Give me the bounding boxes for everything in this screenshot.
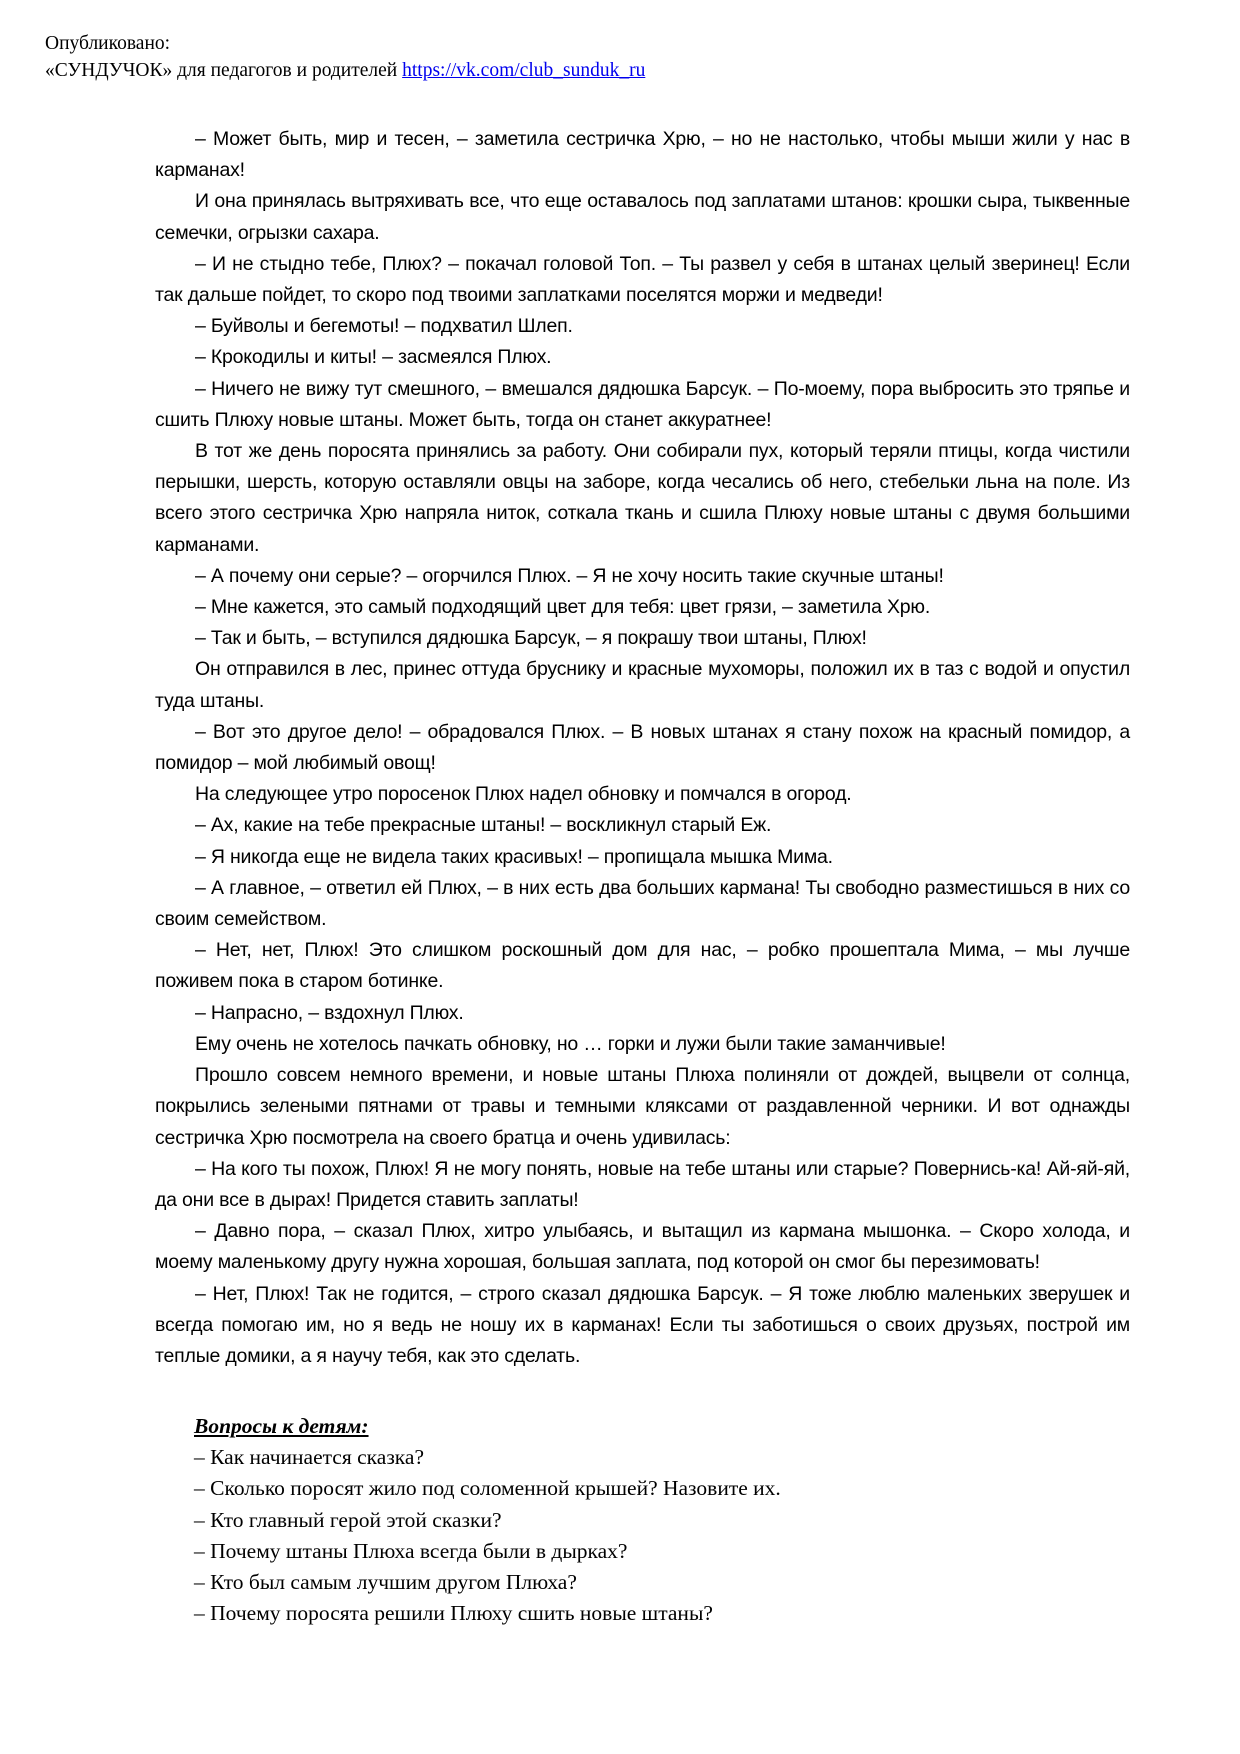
- story-paragraph: – А почему они серые? – огорчился Плюх. – Я не хочу носить такие скучные штаны!: [195, 564, 944, 587]
- published-label: Опубликовано:: [45, 33, 171, 54]
- source-link[interactable]: https://vk.com/club_sunduk_ru: [402, 60, 646, 81]
- questions-section: [194, 1411, 1094, 1629]
- story-paragraph: Прошло совсем немного времени, и новые штаны Плюха полиняли от дождей, выцвели от солнца, покрылись зелеными пятнами от травы и темными кляксами от раздавленной черники. И вот однажды сестричка Хрю посмотрела на своего братца и очень удивилась:: [155, 1064, 1130, 1149]
- question-item: – Как начинается сказка?: [194, 1445, 425, 1470]
- story-paragraph: – Ничего не вижу тут смешного, – вмешался дядюшка Барсук. – По-моему, пора выбросить это тряпье и сшить Плюху новые штаны. Может быть, тогда он станет аккуратнее!: [155, 377, 1130, 431]
- story-paragraph: – А главное, – ответил ей Плюх, – в них есть два больших кармана! Ты свободно разместишься в них со своим семейством.: [155, 876, 1130, 931]
- story-paragraph: – Напрасно, – вздохнул Плюх.: [195, 1001, 464, 1024]
- story-paragraph: – Может быть, мир и тесен, – заметила сестричка Хрю, – но не настолько, чтобы мыши жили у нас в карманах!: [155, 128, 1130, 182]
- question-item: – Кто был самым лучшим другом Плюха?: [194, 1570, 577, 1595]
- publication-header: [45, 30, 645, 84]
- source-line: [45, 57, 645, 84]
- story-paragraph: И она принялась вытряхивать все, что еще оставалось под заплатами штанов: крошки сыра, тыквенные семечки, огрызки сахара.: [155, 190, 1130, 244]
- question-item: – Кто главный герой этой сказки?: [194, 1507, 502, 1532]
- story-paragraph: На следующее утро поросенок Плюх надел обновку и помчался в огород.: [195, 783, 852, 806]
- story-paragraph: Ему очень не хотелось пачкать обновку, но … горки и лужи были такие заманчивые!: [195, 1032, 946, 1055]
- story-paragraph: – Нет, Плюх! Так не годится, – строго сказал дядюшка Барсук. – Я тоже люблю маленьких зверушек и всегда помогаю им, но я ведь не ношу их в карманах! Если ты заботишься о своих друзьях, построй им теплые домики, а я научу тебя, как это сделать.: [155, 1282, 1130, 1367]
- story-paragraph: Он отправился в лес, принес оттуда бруснику и красные мухоморы, положил их в таз с водой и опустил туда штаны.: [155, 658, 1130, 712]
- story-paragraph: – И не стыдно тебе, Плюх? – покачал головой Топ. – Ты развел у себя в штанах целый зверинец! Если так дальше пойдет, то скоро под твоими заплатками поселятся моржи и медведи!: [155, 252, 1130, 307]
- story-paragraph: – Давно пора, – сказал Плюх, хитро улыбаясь, и вытащил из кармана мышонка. – Скоро холода, и моему маленькому другу нужна хорошая, большая заплата, под которой он смог бы перезимовать!: [155, 1220, 1130, 1274]
- question-item: – Почему штаны Плюха всегда были в дырках?: [194, 1538, 628, 1563]
- source-text: «СУНДУЧОК» для педагогов и родителей: [45, 60, 398, 81]
- story-paragraph: – Я никогда еще не видела таких красивых! – пропищала мышка Мима.: [195, 845, 833, 868]
- story-paragraph: – Крокодилы и киты! – засмеялся Плюх.: [195, 346, 552, 369]
- story-paragraph: – Мне кажется, это самый подходящий цвет для тебя: цвет грязи, – заметила Хрю.: [195, 596, 931, 619]
- story-paragraph: – Буйволы и бегемоты! – подхватил Шлеп.: [195, 315, 573, 338]
- story-paragraph: – Нет, нет, Плюх! Это слишком роскошный дом для нас, – робко прошептала Мима, – мы лучше поживем пока в старом ботинке.: [155, 939, 1130, 993]
- story-paragraph: – Ах, какие на тебе прекрасные штаны! – воскликнул старый Еж.: [195, 814, 772, 837]
- question-item: – Сколько поросят жило под соломенной крышей? Назовите их.: [194, 1476, 781, 1501]
- story-paragraph: В тот же день поросята принялись за работу. Они собирали пух, который теряли птицы, когда чистили перышки, шерсть, которую оставляли овцы на заборе, когда чесались об него, стебельки льна на поле. Из всего этого сестричка Хрю напряла ниток, соткала ткань и сшила Плюху новые штаны с двумя большими карманами.: [155, 440, 1130, 556]
- questions-title: Вопросы к детям:: [194, 1414, 369, 1438]
- story-paragraph: – Вот это другое дело! – обрадовался Плюх. – В новых штанах я стану похож на красный помидор, а помидор – мой любимый овощ!: [155, 720, 1130, 775]
- story-paragraph: – Так и быть, – вступился дядюшка Барсук, – я покрашу твои штаны, Плюх!: [195, 627, 867, 650]
- story-text: [155, 124, 1130, 1372]
- question-item: – Почему поросята решили Плюху сшить новые штаны?: [194, 1601, 713, 1626]
- story-paragraph: – На кого ты похож, Плюх! Я не могу понять, новые на тебе штаны или старые? Повернись-ка! Ай-яй-яй, да они все в дырах! Придется ставить заплаты!: [155, 1157, 1130, 1211]
